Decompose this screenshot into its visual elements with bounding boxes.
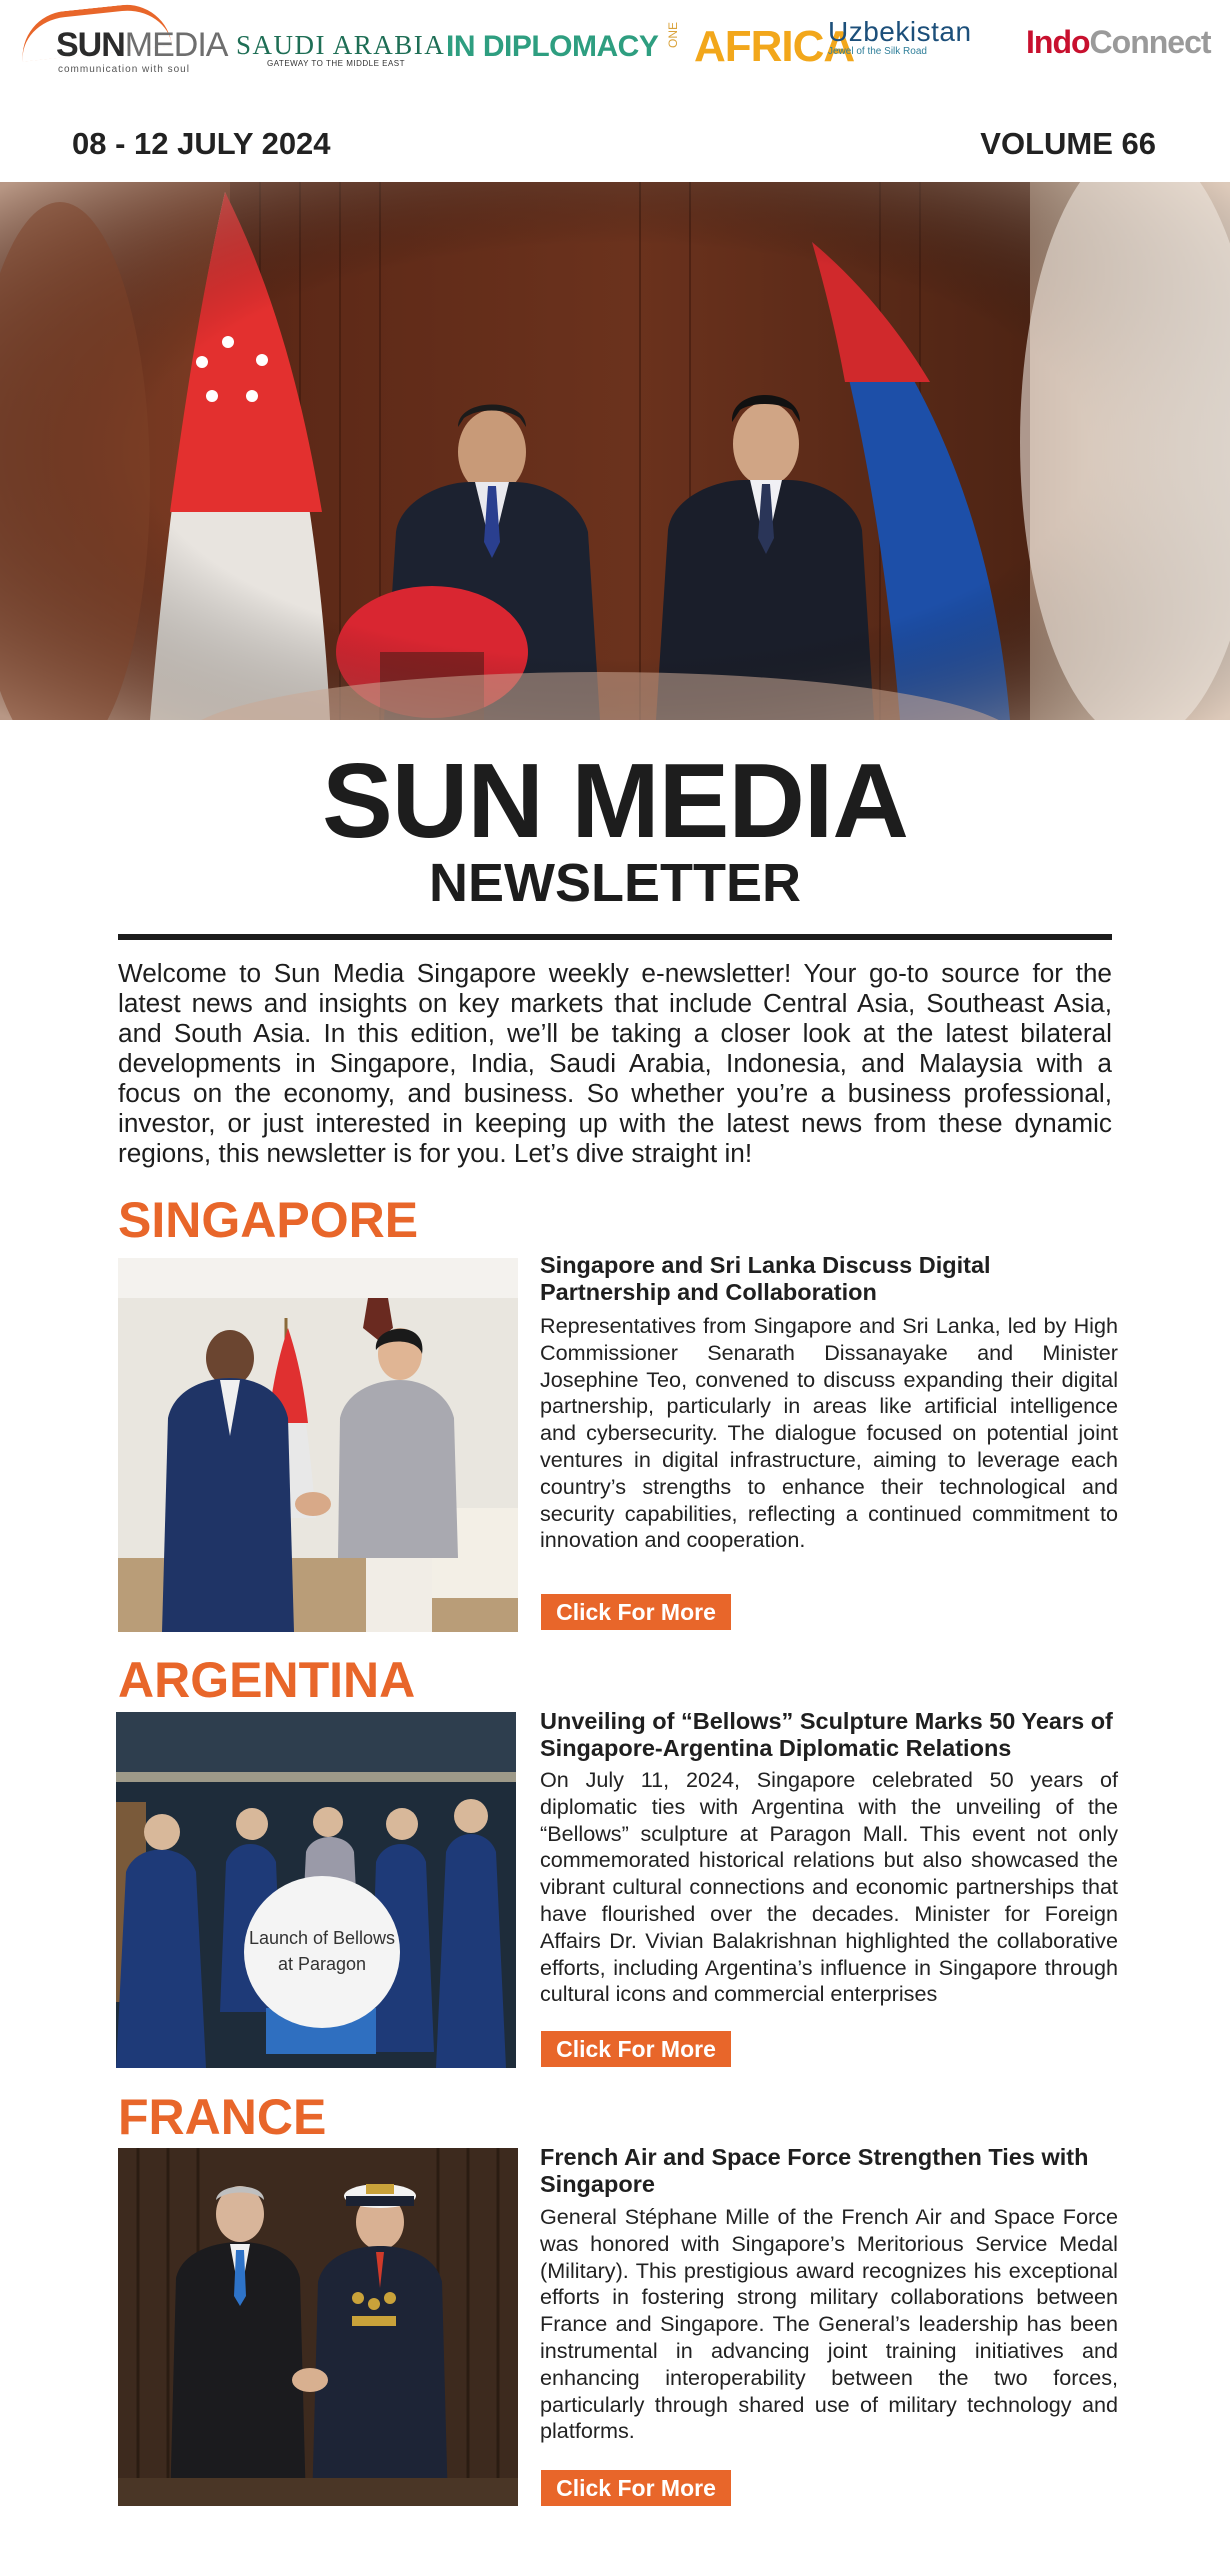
uzbekistan-name: Uzbekistan	[828, 16, 972, 47]
article-photo-france	[118, 2148, 518, 2506]
partner-logo-bar	[0, 0, 1230, 80]
click-for-more-button-singapore[interactable]: Click For More	[541, 1594, 731, 1630]
sunmedia-brand-media: MEDIA	[124, 26, 228, 64]
sunmedia-logo[interactable]	[14, 6, 228, 75]
saudi-arabia-tagline: GATEWAY TO THE MIDDLE EAST	[266, 59, 406, 68]
sunmedia-brand-sun: SUN	[56, 26, 125, 64]
article-photo-argentina	[116, 1712, 516, 2068]
indoconnect-logo[interactable]	[1026, 24, 1211, 61]
hero-photo	[0, 182, 1230, 720]
hero-photo-illustration	[0, 182, 1230, 720]
issue-date: 08 - 12 JULY 2024	[72, 126, 331, 161]
photo-sign-line2: at Paragon	[277, 1954, 367, 1974]
one-africa-name: AFRICA	[694, 22, 855, 71]
article-photo-singapore-illustration	[118, 1258, 518, 1632]
article-body-argentina: On July 11, 2024, Singapore celebrated 50 years of diplomatic ties with Argentina with the unveiling of the “Bellows” sculpture at Paragon Mall. This event not only commemorated historical relations but also showcased the vibrant cultural connections and economic partnerships that have flourished over the decades. Minister for Foreign Affairs Dr. Vivian Balakrishnan highlighted the collaborative efforts, including Argentina’s influence in Singapore through cultural icons and commercial enterprises	[540, 1767, 1118, 2007]
click-for-more-button-france[interactable]: Click For More	[541, 2470, 731, 2506]
article-title-singapore: Singapore and Sri Lanka Discuss Digital Partnership and Collaboration	[540, 1252, 991, 1305]
issue-volume: VOLUME 66	[980, 126, 1156, 161]
article-photo-france-illustration	[118, 2148, 518, 2506]
article-body-singapore: Representatives from Singapore and Sri Lanka, led by High Commissioner Senarath Dissanayake and Minister Josephine Teo, convened to discuss expanding their digital partnership, particularly in areas like artificial intelligence and cybersecurity. The dialogue focused on potential joint ventures in digital infrastructure, aiming to leverage each country’s strengths to enhance their technological and security capabilities, reflecting a continued commitment to innovation and cooperation.	[540, 1313, 1118, 1553]
indoconnect-part2: Connect	[1089, 24, 1211, 60]
section-heading-singapore: SINGAPORE	[118, 1192, 419, 1248]
uzbekistan-tagline: Jewel of the Silk Road	[828, 46, 927, 57]
newsletter-title: SUN MEDIA	[322, 742, 908, 860]
intro-paragraph: Welcome to Sun Media Singapore weekly e-newsletter! Your go-to source for the latest news and insights on key markets that include Central Asia, Southeast Asia, and South Asia. In this edition, we’ll be taking a closer look at the latest bilateral developments in Singapore, India, Saudi Arabia, Indonesia, and Malaysia with a focus on the economy, and business. So whether you’re a business professional, investor, or just interested in keeping up with the latest news from these dynamic regions, this newsletter is for you. Let’s dive straight in!	[118, 958, 1112, 1168]
uzbekistan-logo[interactable]	[828, 16, 972, 57]
in-diplomacy-logo[interactable]: IN DIPLOMACY	[446, 30, 659, 63]
article-body-france: General Stéphane Mille of the French Air and Space Force was honored with Singapore’s Meritorious Service Medal (Military). This prestigious award recognizes his exceptional efforts in fostering strong military collaborations between France and Singapore. The General’s leadership has been instrumental in advancing joint training initiatives and enhancing interoperability between the two forces, particularly through shared use of military technology and platforms.	[540, 2204, 1118, 2444]
sunmedia-tagline: communication with soul	[58, 64, 190, 75]
section-heading-argentina: ARGENTINA	[118, 1652, 416, 1708]
indoconnect-part1: Indo	[1026, 24, 1090, 60]
masthead-divider	[118, 934, 1112, 940]
photo-sign-line1: Launch of Bellows	[248, 1928, 396, 1948]
newsletter-subtitle: NEWSLETTER	[429, 853, 801, 913]
click-for-more-button-argentina[interactable]: Click For More	[541, 2031, 731, 2067]
one-africa-prefix: ONE	[666, 21, 680, 48]
saudi-arabia-logo[interactable]	[236, 30, 446, 68]
section-heading-france: FRANCE	[118, 2089, 327, 2145]
saudi-arabia-name: SAUDI ARABIA	[236, 30, 446, 60]
article-title-argentina: Unveiling of “Bellows” Sculpture Marks 50 Years of Singapore-Argentina Diplomatic Relations	[540, 1708, 1113, 1761]
article-photo-singapore	[118, 1258, 518, 1632]
article-title-france: French Air and Space Force Strengthen Ties with Singapore	[540, 2144, 1089, 2197]
article-photo-argentina-illustration	[116, 1712, 516, 2068]
